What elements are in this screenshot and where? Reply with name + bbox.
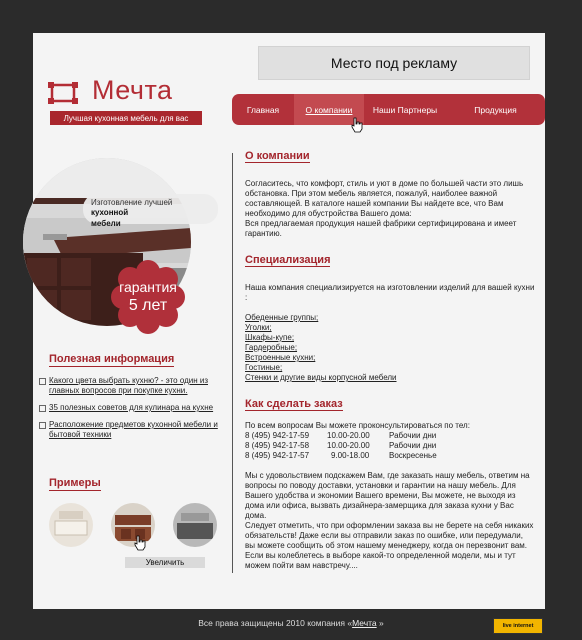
- phone-hours: 10.00-20.00: [327, 431, 370, 440]
- list-item[interactable]: Гостиные;: [245, 363, 283, 372]
- useful-info-title: Полезная информация: [49, 353, 175, 365]
- nav-item-products[interactable]: Продукция: [474, 104, 517, 115]
- nav-item-home[interactable]: Главная: [246, 104, 280, 115]
- list-item[interactable]: [39, 403, 219, 413]
- footer-suffix: »: [379, 618, 384, 628]
- main-nav: [232, 94, 545, 125]
- hero-caption: [83, 194, 218, 228]
- zoom-button[interactable]: Увеличить: [125, 557, 205, 568]
- list-item[interactable]: Гардеробные;: [245, 343, 298, 352]
- order-text: Мы с удовольствием подскажем Вам, где заказать нашу мебель, ответим на вопросы по поводу доставки, установки и гарантии на нашу мебель. Для Вашего удобства и экономии Вашего времени, Вы можете, не выходя из дома или офиса, вызвать дизайнера-замерщика для заказа кухни у Вас дома.: [245, 471, 530, 520]
- phone-number: 8 (495) 942-17-59: [245, 431, 310, 440]
- list-item[interactable]: Уголки;: [245, 323, 272, 332]
- examples-gallery: [43, 503, 233, 573]
- useful-info-list: [39, 376, 219, 447]
- main-content: [245, 151, 535, 571]
- nav-item-partners[interactable]: Наши Партнеры: [372, 104, 438, 115]
- useful-link[interactable]: 35 полезных советов для кулинара на кухне: [49, 403, 214, 412]
- list-item[interactable]: Шкафы-купе;: [245, 333, 295, 342]
- ad-label: Место под рекламу: [330, 55, 458, 71]
- hero-caption-text: Изготовление лучшей: [91, 198, 173, 207]
- about-title: О компании: [245, 150, 310, 162]
- tagline-text: Лучшая кухонная мебель для вас: [63, 113, 189, 123]
- example-thumb[interactable]: [173, 503, 217, 547]
- nav-item-about[interactable]: О компании: [294, 94, 364, 125]
- hand-cursor-icon: [350, 117, 364, 133]
- order-title: Как сделать заказ: [245, 398, 343, 410]
- badge-line2: 5 лет: [128, 296, 168, 314]
- phones-table: [245, 431, 535, 461]
- hero-caption-bold: кухонной: [91, 208, 129, 218]
- ad-placeholder[interactable]: [258, 46, 530, 80]
- phone-days: Рабочии дни: [389, 441, 437, 450]
- badge-line1: гарантия: [119, 278, 177, 295]
- useful-link[interactable]: Какого цвета выбрать кухню? - это один из главных вопросов при покупке кухни.: [49, 376, 208, 395]
- phone-number: 8 (495) 942-17-57: [245, 451, 310, 460]
- specialization-intro: Наша компания специализируется на изготовлении изделий для вашей кухни :: [245, 283, 535, 302]
- hero-banner: [33, 158, 233, 338]
- footer-company-link[interactable]: Мечта: [352, 618, 377, 628]
- about-text2: Вся предлагаемая продукция нашей фабрики сертифицирована и имеет гарантию.: [245, 219, 517, 238]
- examples-title: Примеры: [49, 477, 101, 489]
- list-item[interactable]: [39, 376, 219, 396]
- phone-days: Рабочии дни: [389, 431, 437, 440]
- specialization-list: [245, 313, 535, 383]
- phone-hours: 10.00-20.00: [327, 441, 370, 450]
- order-text2: Следует отметить, что при оформлении заказа вы не берете на себя никаких обязательств! Даже если вы отправили заказ по ошибке, или передумали, вы можете сообщить об этом нашему менеджеру, когда он перезвонит вам. Если вы колеблетесь в выборе какой-то определенной модели, мы и тут можем пойти вам навстречу....: [245, 521, 534, 570]
- about-text: Согласитесь, что комфорт, стиль и уют в доме по большей части это лишь обстановка. При этом мебель является, пожалуй, наиболее важной составляющей. В каталоге нашей компании Вы найдете все, что Вам необходимо для обустройства Вашего дома:: [245, 179, 524, 218]
- counter-text: live internet: [502, 623, 534, 629]
- example-thumb[interactable]: [49, 503, 93, 547]
- logo-mark-icon: [48, 82, 78, 104]
- specialization-title: Специализация: [245, 254, 331, 266]
- footer-text: Все права защищены 2010 компания «: [198, 618, 353, 628]
- phone-number: 8 (495) 942-17-58: [245, 441, 310, 450]
- phone-hours: 9.00-18.00: [331, 451, 370, 460]
- order-intro: По всем вопросам Вы можете проконсультироваться по тел:: [245, 421, 470, 430]
- list-item[interactable]: Стенки и другие виды корпусной мебели: [245, 373, 397, 382]
- list-item[interactable]: [39, 420, 219, 440]
- tagline: [50, 111, 202, 125]
- liveinternet-counter[interactable]: [493, 618, 543, 634]
- hero-caption-bold2: мебели: [91, 218, 121, 228]
- page-container: [33, 33, 545, 609]
- column-divider: [232, 153, 233, 573]
- phone-days: Воскресенье: [389, 451, 437, 460]
- useful-link[interactable]: Расположение предметов кухонной мебели и бытовой техники: [49, 420, 218, 439]
- guarantee-badge: [109, 260, 187, 334]
- list-item[interactable]: Встроенные кухни;: [245, 353, 316, 362]
- hand-cursor-icon: [133, 535, 147, 551]
- list-item[interactable]: Обеденные группы;: [245, 313, 319, 322]
- logo-title: Мечта: [92, 75, 173, 105]
